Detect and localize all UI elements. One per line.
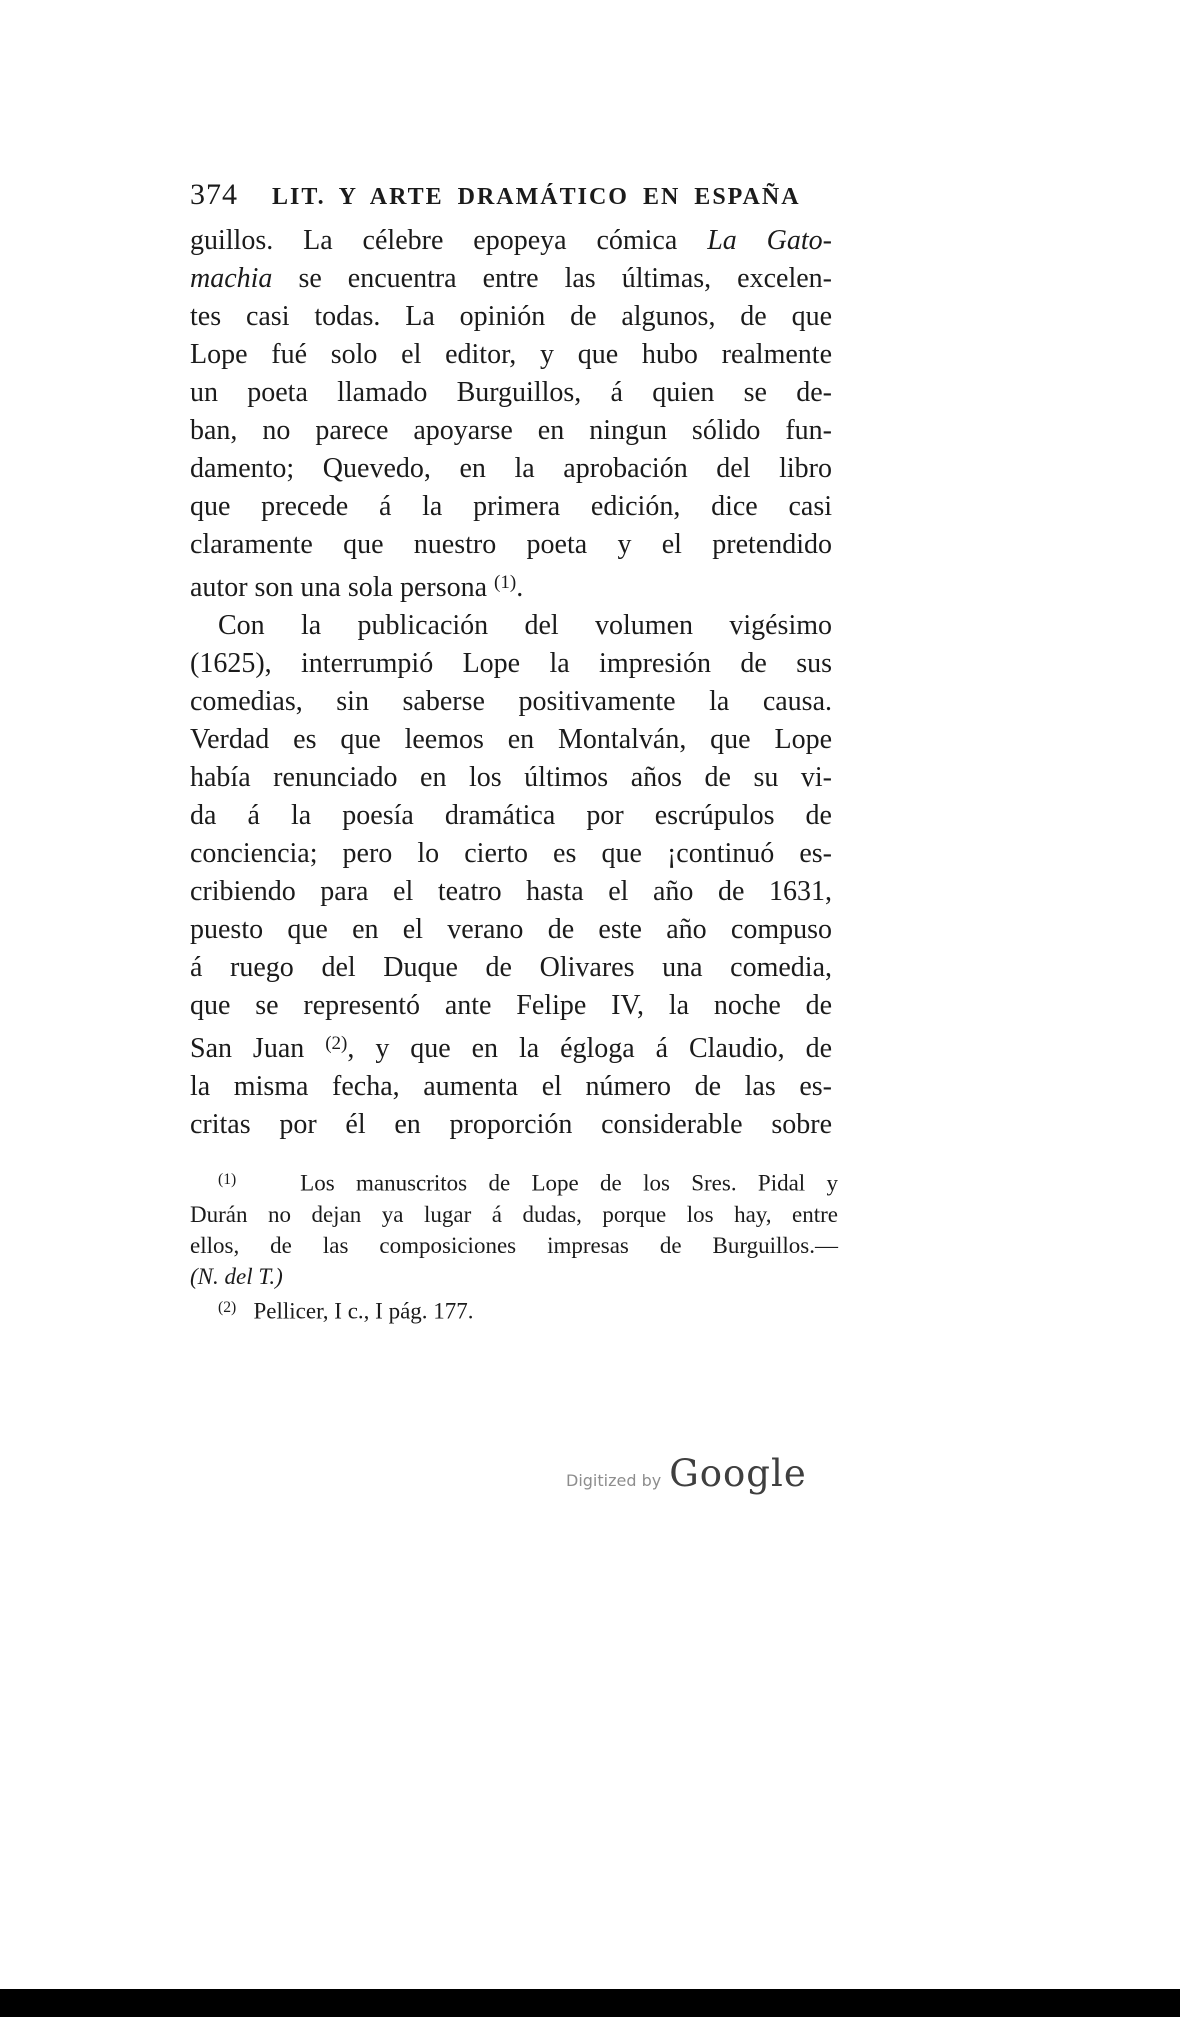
text-line xyxy=(190,298,832,336)
text-line xyxy=(190,1261,838,1292)
text-line xyxy=(190,1068,832,1106)
text-line xyxy=(190,222,832,260)
text-segment: comedias, sin saberse positivamente la causa. xyxy=(190,685,832,717)
running-title: LIT. Y ARTE DRAMÁTICO EN ESPAÑA xyxy=(272,184,801,210)
text-line xyxy=(190,564,832,607)
text-segment: á ruego del Duque de Olivares una comedia, xyxy=(190,951,832,983)
text-segment: que se representó ante Felipe IV, la noche de xyxy=(190,989,832,1021)
text-segment: . xyxy=(516,571,524,603)
text-segment: La Gato- xyxy=(707,225,832,256)
text-segment: había renunciado en los últimos años de su vi- xyxy=(190,761,832,793)
text-segment: tes casi todas. La opinión de algunos, de que xyxy=(190,301,832,332)
text-line xyxy=(190,450,832,488)
text-line xyxy=(190,412,832,450)
text-segment: Durán no dejan ya lugar á dudas, porque los hay, entre xyxy=(190,1201,838,1227)
text-segment: se encuentra entre las últimas, excelen- xyxy=(272,263,832,294)
footnote-marker: (2) xyxy=(325,1032,348,1054)
digitization-watermark xyxy=(566,1452,807,1495)
text-line xyxy=(190,1025,832,1068)
text-segment: guillos. La célebre epopeya cómica xyxy=(190,225,708,256)
text-line xyxy=(190,526,832,564)
text-line xyxy=(190,374,832,412)
text-line xyxy=(190,336,832,374)
text-segment: Lope fué solo el editor, y que hubo realmente xyxy=(190,339,832,370)
text-line xyxy=(190,607,832,645)
footnote-marker: (1) xyxy=(218,1171,237,1188)
body-text xyxy=(190,222,832,1144)
text-segment: la misma fecha, aumenta el número de las es- xyxy=(190,1070,832,1102)
text-segment: da á la poesía dramática por escrúpulos de xyxy=(190,799,832,831)
text-segment: puesto que en el verano de este año compuso xyxy=(190,913,832,945)
footnotes-block xyxy=(190,1164,838,1326)
page-header xyxy=(190,178,835,212)
text-segment: , y que en la égloga á Claudio, de xyxy=(347,1032,833,1064)
text-line xyxy=(190,949,832,987)
text-line xyxy=(190,1199,838,1230)
text-line xyxy=(190,759,832,797)
text-line xyxy=(190,1292,838,1327)
text-line xyxy=(190,797,832,835)
text-segment: critas por él en proporción considerable sobre xyxy=(190,1108,832,1140)
text-segment: un poeta llamado Burguillos, á quien se de- xyxy=(190,377,832,408)
text-line xyxy=(190,987,832,1025)
text-segment: autor son una sola persona xyxy=(190,571,495,603)
text-line xyxy=(190,1164,838,1199)
text-line xyxy=(190,645,832,683)
text-segment: conciencia; pero lo cierto es que ¡continuó es- xyxy=(190,837,832,869)
text-segment: damento; Quevedo, en la aprobación del libro xyxy=(190,453,832,484)
page-number: 374 xyxy=(190,178,238,211)
footnote-marker: (2) xyxy=(218,1298,237,1316)
text-segment: Verdad es que leemos en Montalván, que Lope xyxy=(190,723,832,755)
text-segment: Con la publicación del volumen vigésimo xyxy=(218,609,832,641)
text-line xyxy=(190,873,832,911)
text-segment: que precede á la primera edición, dice casi xyxy=(190,491,832,522)
text-segment: ban, no parece apoyarse en ningun sólido fun- xyxy=(190,415,832,446)
digitized-by-label: Digitized by xyxy=(566,1471,662,1490)
text-line xyxy=(190,911,832,949)
text-segment: cribiendo para el teatro hasta el año de 1631, xyxy=(190,875,832,907)
text-segment: machia xyxy=(190,263,273,294)
text-segment: Los manuscritos de Lope de los Sres. Pidal y xyxy=(236,1170,838,1196)
text-segment: (1625), interrumpió Lope la impresión de sus xyxy=(190,647,832,679)
text-segment: San Juan xyxy=(190,1032,326,1064)
footnote-marker: (1) xyxy=(494,572,517,593)
text-segment: claramente que nuestro poeta y el pretendido xyxy=(190,529,832,560)
text-segment: (N. del T.) xyxy=(190,1263,283,1289)
text-line xyxy=(190,835,832,873)
text-segment: ellos, de las composiciones impresas de Burguillos.— xyxy=(190,1232,838,1258)
text-line xyxy=(190,260,832,298)
text-line xyxy=(190,683,832,721)
scan-edge-bar xyxy=(0,1989,1180,2017)
text-line xyxy=(190,721,832,759)
text-line xyxy=(190,1230,838,1261)
google-logo: Google xyxy=(669,1452,807,1495)
text-line xyxy=(190,488,832,526)
text-line xyxy=(190,1106,832,1144)
text-segment: Pellicer, I c., I pág. 177. xyxy=(236,1298,474,1324)
